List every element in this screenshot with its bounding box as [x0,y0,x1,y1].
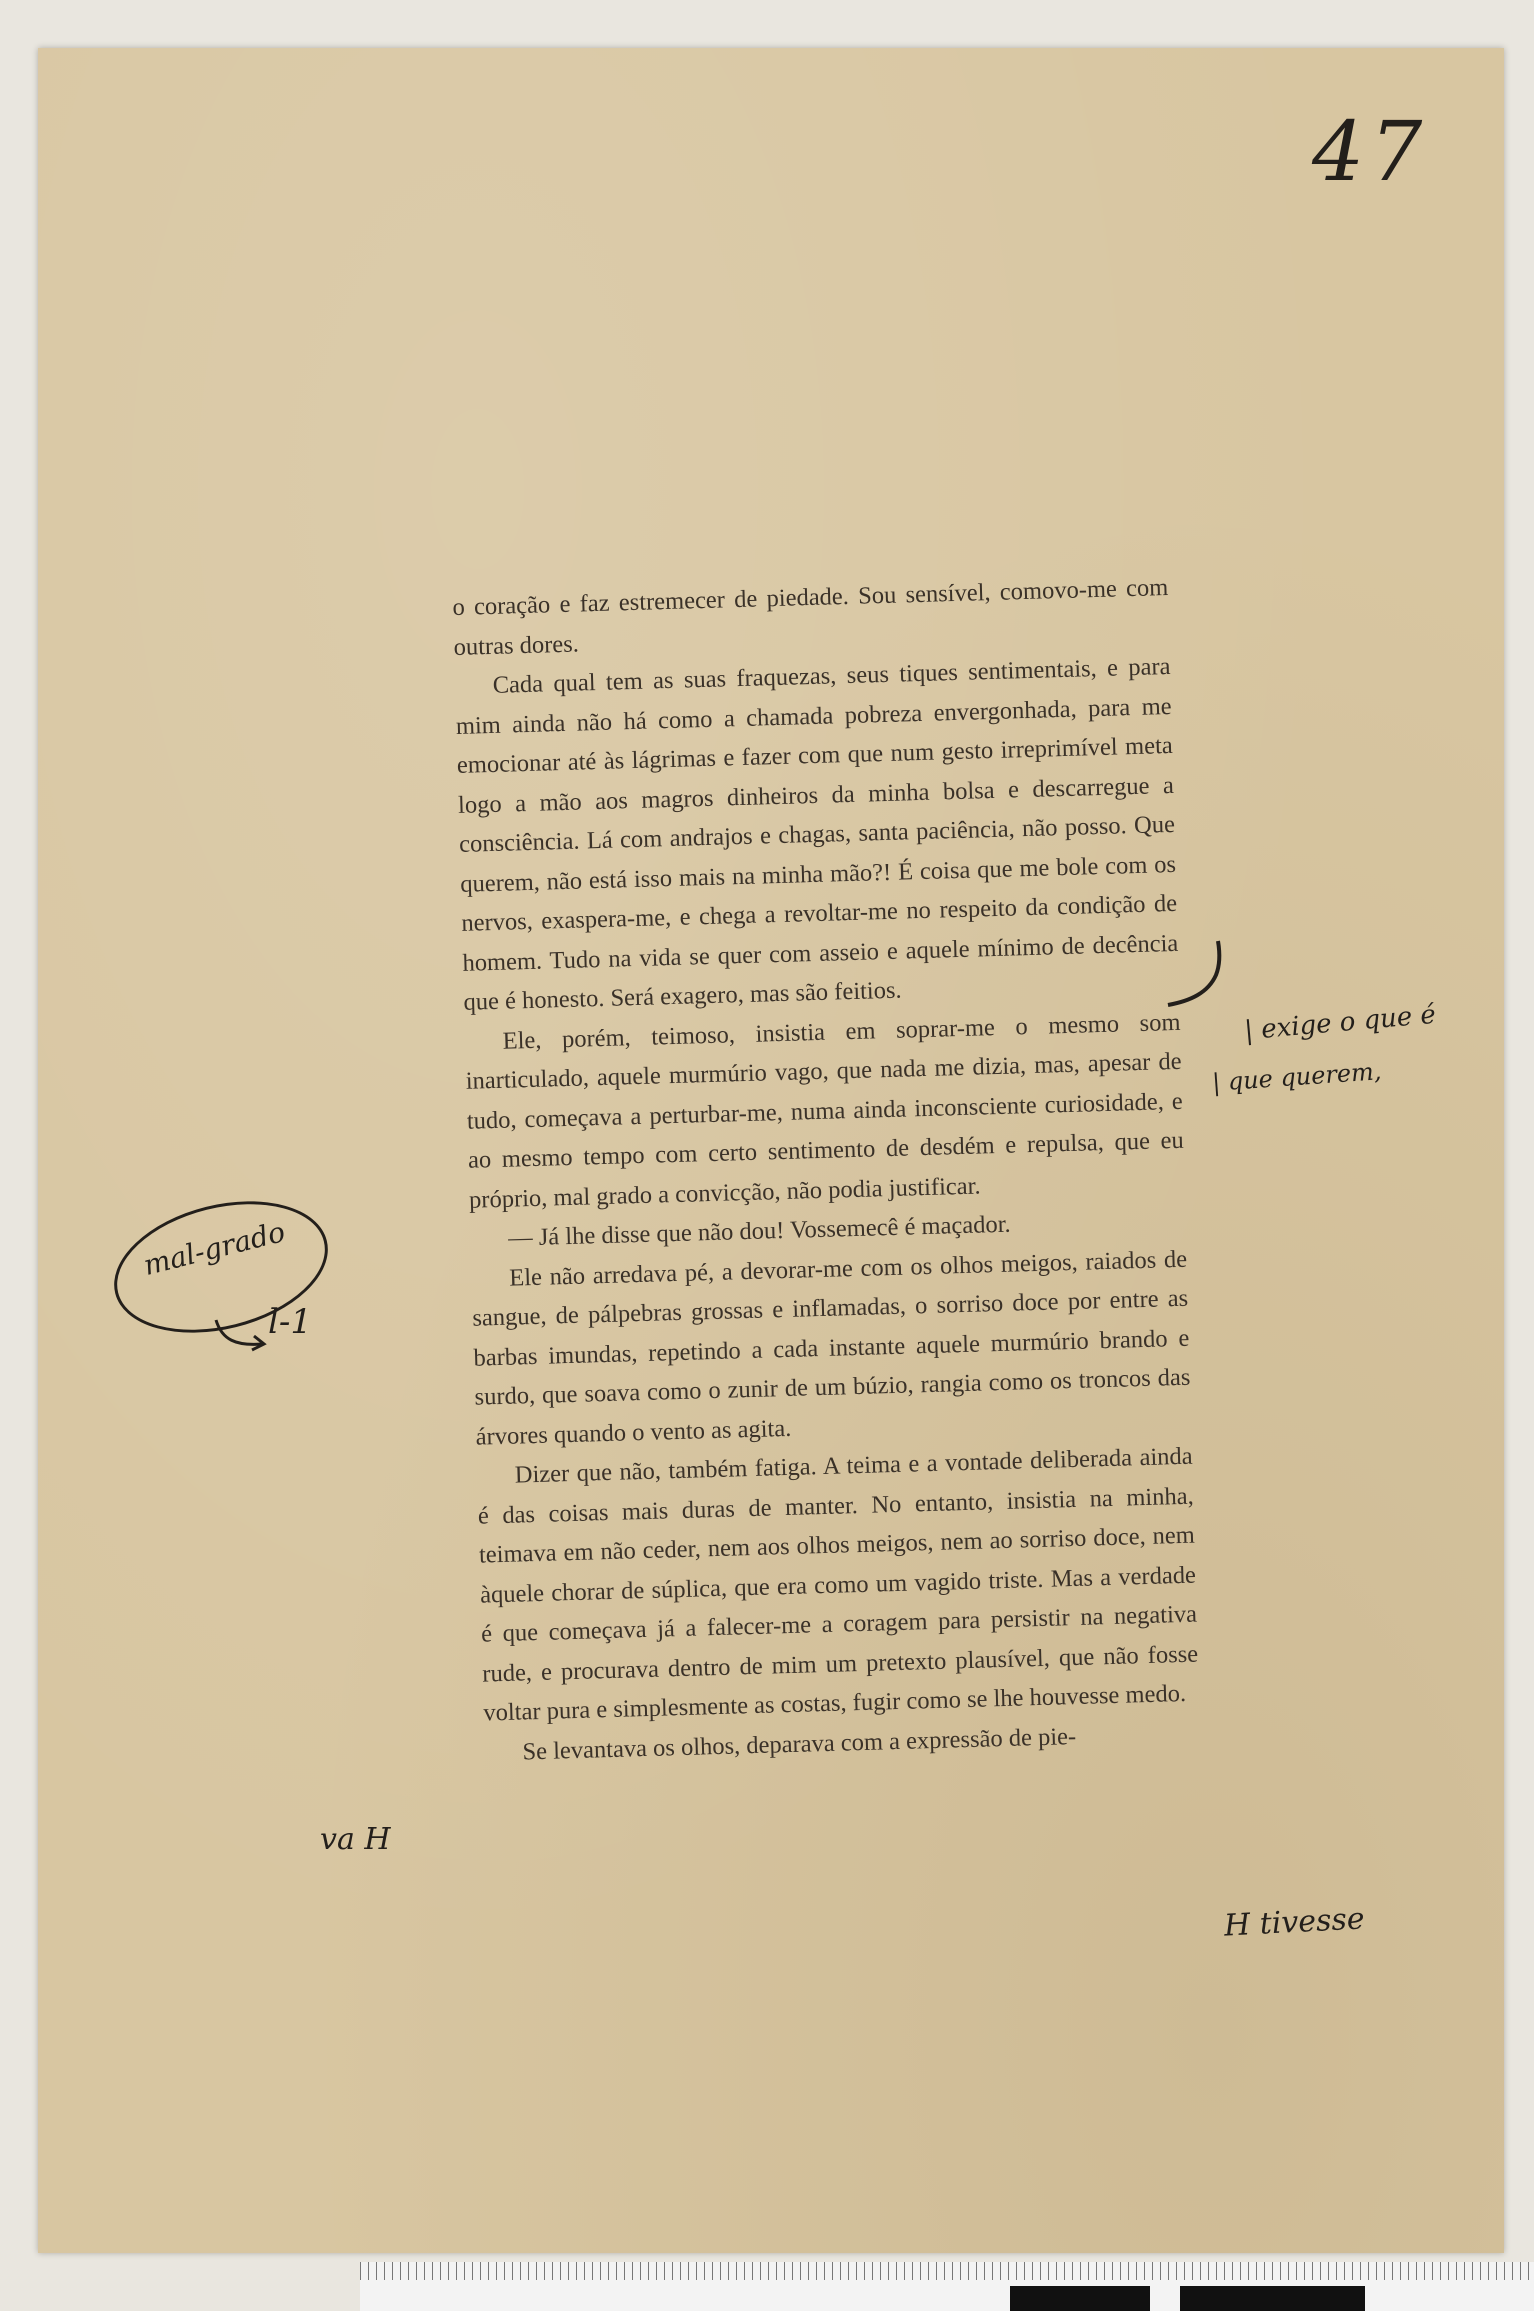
margin-note-l1: l-1 [268,1302,312,1342]
paragraph: Cada qual tem as suas fraquezas, seus tiques sentimentais, e para mim ainda não há como a chamada pobreza envergonhada, para me emocionar até às lágrimas e fazer com que num gesto irreprimível meta logo a mão aos magros dinheiros da minha bolsa e descarregue a consciência. Lá com andrajos e chagas, santa paciência, não posso. Que querem, não está isso mais na minha mão?! É coisa que me bole com os nervos, exaspera-me, e chega a revoltar-me no respeito da condição de homem. Tudo na vida se quer com asseio e aquele mínimo de decência que é honesto. Será exagero, mas são feitios. [455,652,1179,1016]
paragraph: o coração e faz estremecer de piedade. Sou sensível, comovo-me com outras dores. [452,574,1169,661]
scale-ruler [360,2262,1534,2311]
paragraph: Dizer que não, também fatiga. A teima e a vontade deliberada ainda é das coisas mais duras de manter. No entanto, insistia na minha, teimava em não ceder, nem aos olhos meigos, nem ao sorriso doce, nem àquele chorar de súplica, que era como um vagido triste. Mas a verdade é que começava já a falecer-me a coragem para persistir na negativa rude, e procurava dentro de mim um pretexto plausível, que não fosse voltar pura e simplesmente as costas, fugir como se lhe houvesse medo. [477,1442,1199,1727]
paragraph: Ele não arredava pé, a devorar-me com os olhos meigos, raiados de sangue, de pálpebras grossas e inflamadas, o sorriso doce por entre as barbas imundas, repetindo a cada instante aquele murmúrio brando e surdo, que soava como o zunir de um búzio, rangia como os troncos das árvores quando o vento as agita. [472,1245,1191,1451]
margin-note-va-h: va H [320,1822,391,1857]
paragraph: — Já lhe disse que não dou! Vossemecê é maçador. [507,1210,1011,1252]
insertion-mark-icon [1160,935,1240,1015]
body-text [452,568,1201,1773]
paragraph: Ele, porém, teimoso, insistia em soprar-me o mesmo som inarticulado, aquele murmúrio vago, que nada me dizia, mas, apesar de tudo, começava a perturbar-me, numa ainda inconsciente curiosidade, e ao mesmo tempo com certo sentimento de desdém e repulsa, que eu próprio, mal grado a convicção, não podia justificar. [465,1008,1185,1214]
paragraph: Se levantava os olhos, deparava com a expressão de pie- [522,1722,1077,1765]
margin-note-mal-grado: mal-grado [140,1215,289,1282]
margin-note-exige: | exige o que é [1243,999,1437,1047]
page-number: 47 [1312,105,1429,200]
margin-note-tivesse: H tivesse [1223,1901,1366,1944]
arrow-icon [212,1316,272,1356]
margin-note-querem: | que querem, [1211,1057,1383,1097]
